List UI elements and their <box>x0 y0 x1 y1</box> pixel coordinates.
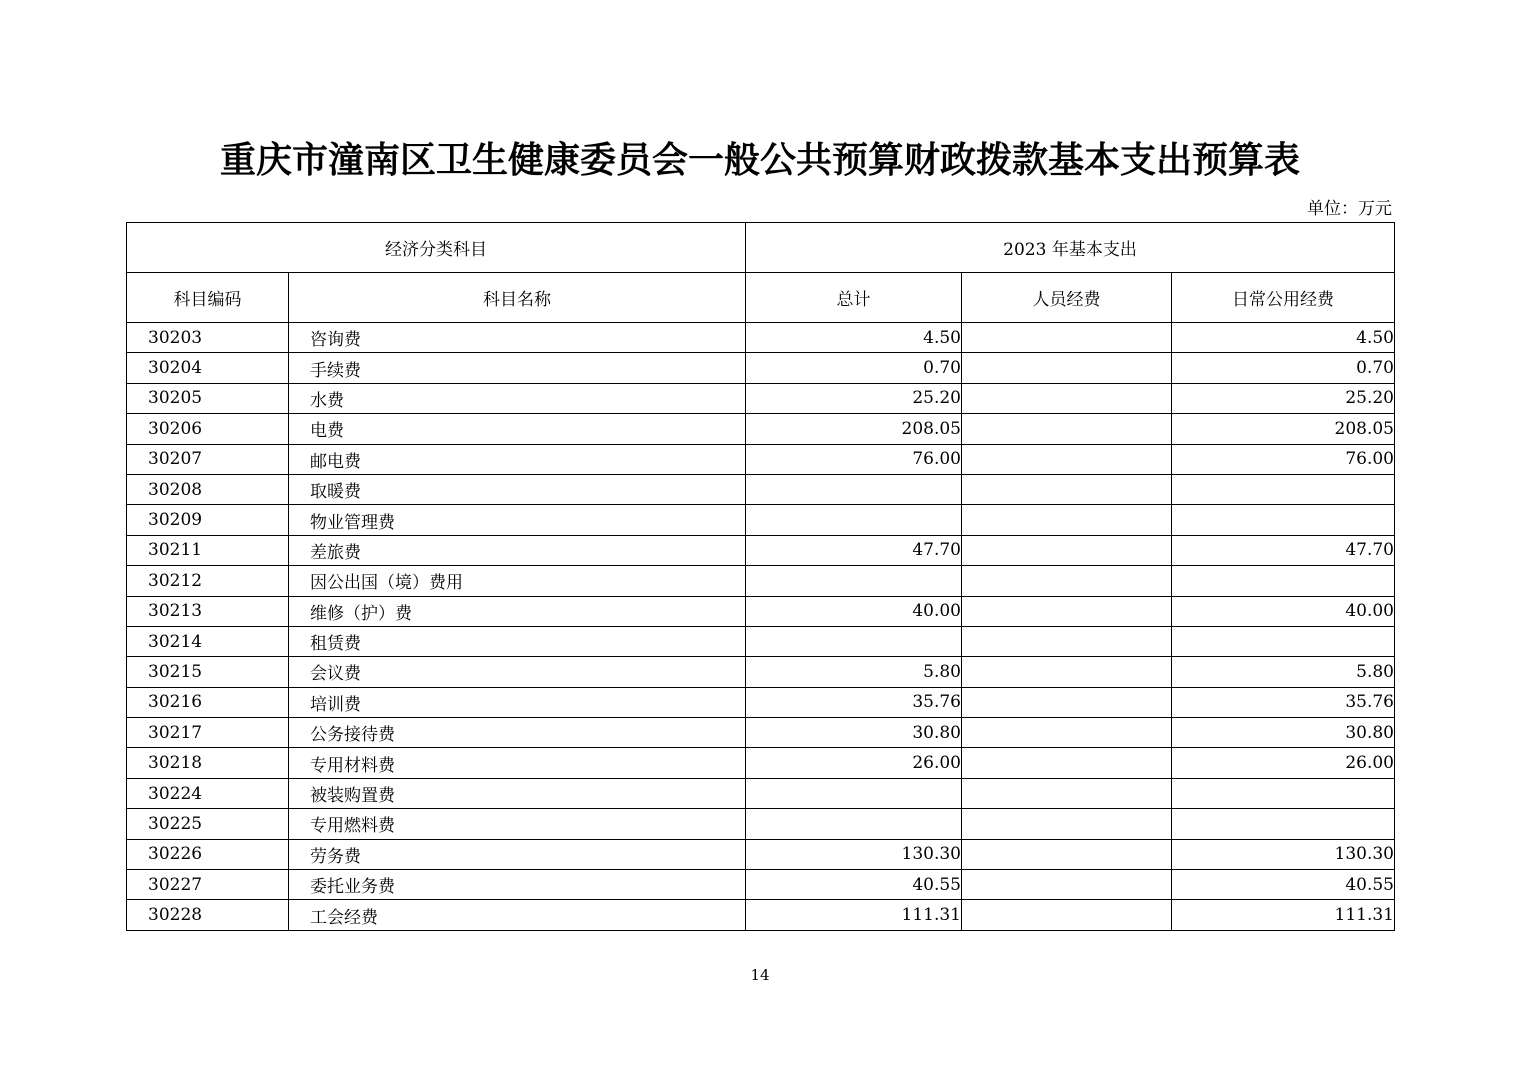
cell-total <box>746 566 962 596</box>
cell-code: 30216 <box>127 687 289 717</box>
table-row <box>127 718 1395 748</box>
cell-daily <box>1172 474 1395 504</box>
table-column-header-row <box>127 273 1395 323</box>
cell-personnel <box>962 748 1172 778</box>
cell-personnel <box>962 535 1172 565</box>
cell-daily: 5.80 <box>1172 657 1395 687</box>
table-row <box>127 323 1395 353</box>
cell-personnel <box>962 323 1172 353</box>
cell-name: 取暖费 <box>289 474 746 504</box>
table-row <box>127 870 1395 900</box>
cell-code: 30204 <box>127 353 289 383</box>
table-row <box>127 444 1395 474</box>
table-row <box>127 474 1395 504</box>
cell-personnel <box>962 839 1172 869</box>
cell-name: 被装购置费 <box>289 778 746 808</box>
cell-name: 水费 <box>289 383 746 413</box>
cell-code: 30211 <box>127 535 289 565</box>
cell-total: 30.80 <box>746 718 962 748</box>
cell-personnel <box>962 870 1172 900</box>
cell-name: 因公出国（境）费用 <box>289 566 746 596</box>
cell-daily <box>1172 566 1395 596</box>
cell-personnel <box>962 718 1172 748</box>
cell-personnel <box>962 596 1172 626</box>
cell-daily: 35.76 <box>1172 687 1395 717</box>
cell-personnel <box>962 383 1172 413</box>
table-group-header-row <box>127 223 1395 273</box>
cell-personnel <box>962 444 1172 474</box>
cell-total: 5.80 <box>746 657 962 687</box>
cell-personnel <box>962 474 1172 504</box>
table-body <box>127 323 1395 931</box>
cell-total: 25.20 <box>746 383 962 413</box>
column-header-personnel: 人员经费 <box>962 273 1172 323</box>
cell-name: 会议费 <box>289 657 746 687</box>
cell-name: 物业管理费 <box>289 505 746 535</box>
cell-personnel <box>962 505 1172 535</box>
cell-code: 30215 <box>127 657 289 687</box>
cell-personnel <box>962 778 1172 808</box>
table-row <box>127 535 1395 565</box>
table-row <box>127 839 1395 869</box>
cell-name: 邮电费 <box>289 444 746 474</box>
table-row <box>127 596 1395 626</box>
cell-personnel <box>962 414 1172 444</box>
group-header-economic-classification: 经济分类科目 <box>127 223 746 273</box>
cell-name: 租赁费 <box>289 626 746 656</box>
cell-code: 30213 <box>127 596 289 626</box>
cell-daily: 0.70 <box>1172 353 1395 383</box>
cell-name: 培训费 <box>289 687 746 717</box>
cell-code: 30212 <box>127 566 289 596</box>
cell-total: 40.00 <box>746 596 962 626</box>
table-row <box>127 657 1395 687</box>
cell-name: 劳务费 <box>289 839 746 869</box>
cell-daily: 30.80 <box>1172 718 1395 748</box>
column-header-name: 科目名称 <box>289 273 746 323</box>
cell-daily: 47.70 <box>1172 535 1395 565</box>
cell-personnel <box>962 626 1172 656</box>
cell-code: 30225 <box>127 809 289 839</box>
table-row <box>127 778 1395 808</box>
cell-daily <box>1172 778 1395 808</box>
table-row <box>127 566 1395 596</box>
cell-name: 专用材料费 <box>289 748 746 778</box>
cell-total <box>746 474 962 504</box>
cell-total: 208.05 <box>746 414 962 444</box>
cell-daily <box>1172 505 1395 535</box>
cell-total: 40.55 <box>746 870 962 900</box>
cell-total <box>746 505 962 535</box>
table-row <box>127 687 1395 717</box>
table-row <box>127 626 1395 656</box>
cell-daily: 130.30 <box>1172 839 1395 869</box>
cell-daily <box>1172 626 1395 656</box>
cell-name: 维修（护）费 <box>289 596 746 626</box>
cell-code: 30205 <box>127 383 289 413</box>
cell-name: 委托业务费 <box>289 870 746 900</box>
table-row <box>127 353 1395 383</box>
table-row <box>127 505 1395 535</box>
cell-total <box>746 626 962 656</box>
cell-code: 30206 <box>127 414 289 444</box>
cell-total <box>746 809 962 839</box>
cell-code: 30217 <box>127 718 289 748</box>
cell-total <box>746 778 962 808</box>
cell-code: 30218 <box>127 748 289 778</box>
cell-personnel <box>962 657 1172 687</box>
cell-daily: 76.00 <box>1172 444 1395 474</box>
cell-daily: 111.31 <box>1172 900 1395 930</box>
cell-name: 公务接待费 <box>289 718 746 748</box>
cell-total: 4.50 <box>746 323 962 353</box>
cell-daily: 4.50 <box>1172 323 1395 353</box>
cell-code: 30227 <box>127 870 289 900</box>
table-row <box>127 748 1395 778</box>
cell-name: 电费 <box>289 414 746 444</box>
cell-daily: 40.00 <box>1172 596 1395 626</box>
cell-total: 111.31 <box>746 900 962 930</box>
cell-code: 30209 <box>127 505 289 535</box>
cell-name: 咨询费 <box>289 323 746 353</box>
budget-table <box>126 222 1395 931</box>
cell-total: 26.00 <box>746 748 962 778</box>
cell-total: 130.30 <box>746 839 962 869</box>
cell-code: 30207 <box>127 444 289 474</box>
cell-personnel <box>962 687 1172 717</box>
page-number: 14 <box>750 966 770 984</box>
cell-code: 30208 <box>127 474 289 504</box>
cell-total: 76.00 <box>746 444 962 474</box>
table-row <box>127 383 1395 413</box>
table-row <box>127 900 1395 930</box>
cell-daily: 25.20 <box>1172 383 1395 413</box>
unit-label: 单位：万元 <box>1307 199 1392 219</box>
cell-name: 差旅费 <box>289 535 746 565</box>
cell-daily: 26.00 <box>1172 748 1395 778</box>
cell-personnel <box>962 900 1172 930</box>
cell-personnel <box>962 566 1172 596</box>
cell-total: 35.76 <box>746 687 962 717</box>
cell-total: 47.70 <box>746 535 962 565</box>
cell-daily: 208.05 <box>1172 414 1395 444</box>
table-row <box>127 414 1395 444</box>
group-header-basic-expenditure: 2023 年基本支出 <box>746 223 1395 273</box>
cell-code: 30226 <box>127 839 289 869</box>
document-title: 重庆市潼南区卫生健康委员会一般公共预算财政拨款基本支出预算表 <box>219 139 1300 181</box>
cell-total: 0.70 <box>746 353 962 383</box>
table-row <box>127 809 1395 839</box>
cell-daily: 40.55 <box>1172 870 1395 900</box>
cell-name: 手续费 <box>289 353 746 383</box>
cell-code: 30203 <box>127 323 289 353</box>
column-header-code: 科目编码 <box>127 273 289 323</box>
cell-personnel <box>962 809 1172 839</box>
cell-personnel <box>962 353 1172 383</box>
column-header-total: 总计 <box>746 273 962 323</box>
cell-code: 30214 <box>127 626 289 656</box>
cell-code: 30228 <box>127 900 289 930</box>
cell-name: 工会经费 <box>289 900 746 930</box>
cell-code: 30224 <box>127 778 289 808</box>
cell-name: 专用燃料费 <box>289 809 746 839</box>
cell-daily <box>1172 809 1395 839</box>
column-header-daily: 日常公用经费 <box>1172 273 1395 323</box>
